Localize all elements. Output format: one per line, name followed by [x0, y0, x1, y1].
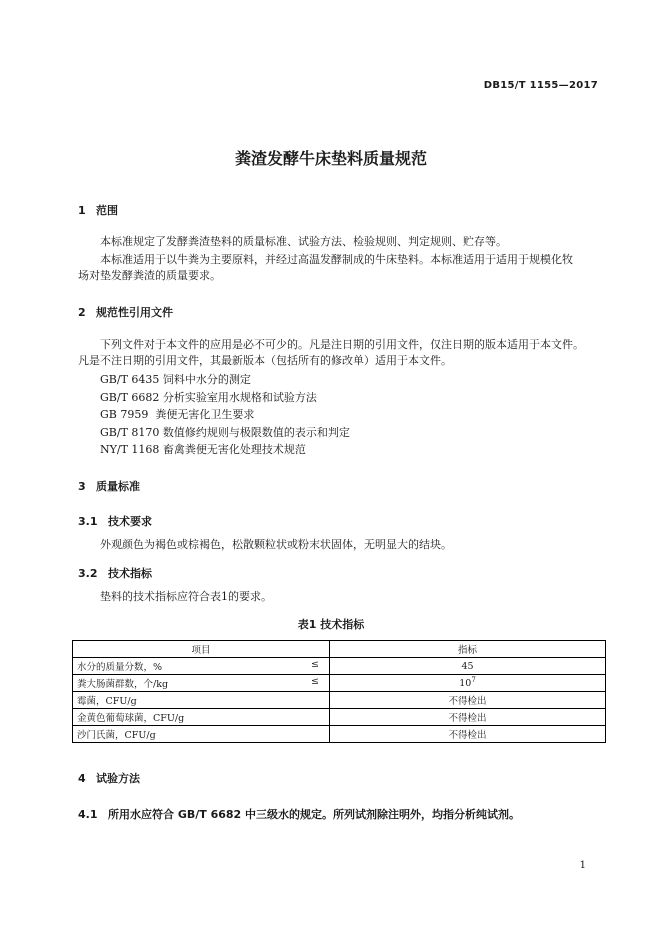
- table-row: [73, 658, 606, 675]
- item-name: 粪大肠菌群数，个/kg: [77, 679, 169, 690]
- section-4-heading: [78, 770, 140, 786]
- paragraph: 垫料的技术指标应符合表1的要求。: [100, 590, 272, 603]
- reference-item: GB/T 8170 数值修约规则与极限数值的表示和判定: [100, 426, 350, 439]
- item-name: 水分的质量分数，%: [77, 662, 163, 673]
- section-3-heading: [78, 478, 140, 494]
- section-number: 1: [78, 204, 86, 217]
- table-caption: 表1 技术指标: [297, 618, 365, 631]
- page-number: 1: [579, 860, 586, 871]
- subsection-3-2-heading: [78, 565, 152, 581]
- section-title: 规范性引用文件: [96, 306, 173, 319]
- value-cell: [330, 675, 606, 692]
- section-number: 4.1: [78, 808, 98, 821]
- value-cell: 不得检出: [330, 726, 606, 743]
- column-header-value: 指标: [330, 641, 606, 658]
- section-title: 范围: [96, 204, 118, 217]
- value-base: 10: [459, 678, 472, 690]
- item-cell: [73, 675, 330, 692]
- table-row: [73, 709, 606, 726]
- reference-item: GB 7959 粪便无害化卫生要求: [100, 408, 255, 421]
- item-cell: [73, 692, 330, 709]
- column-header-item: 项目: [73, 641, 330, 658]
- document-number: DB15/T 1155—2017: [483, 80, 598, 91]
- paragraph: 下列文件对于本文件的应用是必不可少的。凡是注日期的引用文件，仅注日期的版本适用于本文件。: [100, 338, 584, 351]
- item-name: 沙门氏菌，CFU/g: [77, 730, 156, 741]
- section-title: 试验方法: [96, 772, 140, 785]
- section-number: 3: [78, 480, 86, 493]
- reference-item: NY/T 1168 畜禽粪便无害化处理技术规范: [100, 443, 306, 456]
- section-2-heading: [78, 304, 173, 320]
- item-cell: [73, 709, 330, 726]
- section-number: 2: [78, 306, 86, 319]
- paragraph: 外观颜色为褐色或棕褐色，松散颗粒状或粉末状固体，无明显大的结块。: [100, 538, 452, 551]
- page-title: 粪渣发酵牛床垫料质量规范: [234, 149, 427, 168]
- paragraph: 本标准规定了发酵粪渣垫料的质量标准、试验方法、检验规则、判定规则、贮存等。: [100, 235, 507, 248]
- paragraph: 本标准适用于以牛粪为主要原料，并经过高温发酵制成的牛床垫料。本标准适用于适用于规模化牧: [100, 253, 573, 266]
- subsection-3-1-heading: [78, 513, 152, 529]
- table-row: [73, 692, 606, 709]
- item-cell: [73, 726, 330, 743]
- table-row: [73, 726, 606, 743]
- section-title: 技术要求: [108, 515, 152, 528]
- value-exponent: 7: [471, 676, 476, 685]
- reference-item: GB/T 6435 饲料中水分的测定: [100, 373, 251, 386]
- section-title: 技术指标: [108, 567, 152, 580]
- value-cell: 45: [330, 658, 606, 675]
- item-cell: [73, 658, 330, 675]
- paragraph-continuation: 凡是不注日期的引用文件，其最新版本（包括所有的修改单）适用于本文件。: [78, 354, 452, 367]
- table-row: [73, 675, 606, 692]
- section-number: 3.2: [78, 567, 98, 580]
- subsection-4-1: [78, 806, 520, 822]
- value-cell: 不得检出: [330, 692, 606, 709]
- comparison-operator: ≤: [311, 659, 319, 670]
- item-name: 霉菌，CFU/g: [77, 696, 137, 707]
- item-name: 金黄色葡萄球菌，CFU/g: [77, 713, 185, 724]
- paragraph-continuation: 场对垫发酵粪渣的质量要求。: [78, 269, 221, 282]
- comparison-operator: ≤: [311, 676, 319, 687]
- table-header-row: [73, 641, 606, 658]
- spec-table: [72, 640, 606, 743]
- reference-item: GB/T 6682 分析实验室用水规格和试验方法: [100, 391, 317, 404]
- section-1-heading: [78, 202, 118, 218]
- section-number: 4: [78, 772, 86, 785]
- section-title: 质量标准: [96, 480, 140, 493]
- section-number: 3.1: [78, 515, 98, 528]
- subsection-text: 所用水应符合 GB/T 6682 中三级水的规定。所列试剂除注明外，均指分析纯试剂。: [108, 808, 521, 821]
- value-cell: 不得检出: [330, 709, 606, 726]
